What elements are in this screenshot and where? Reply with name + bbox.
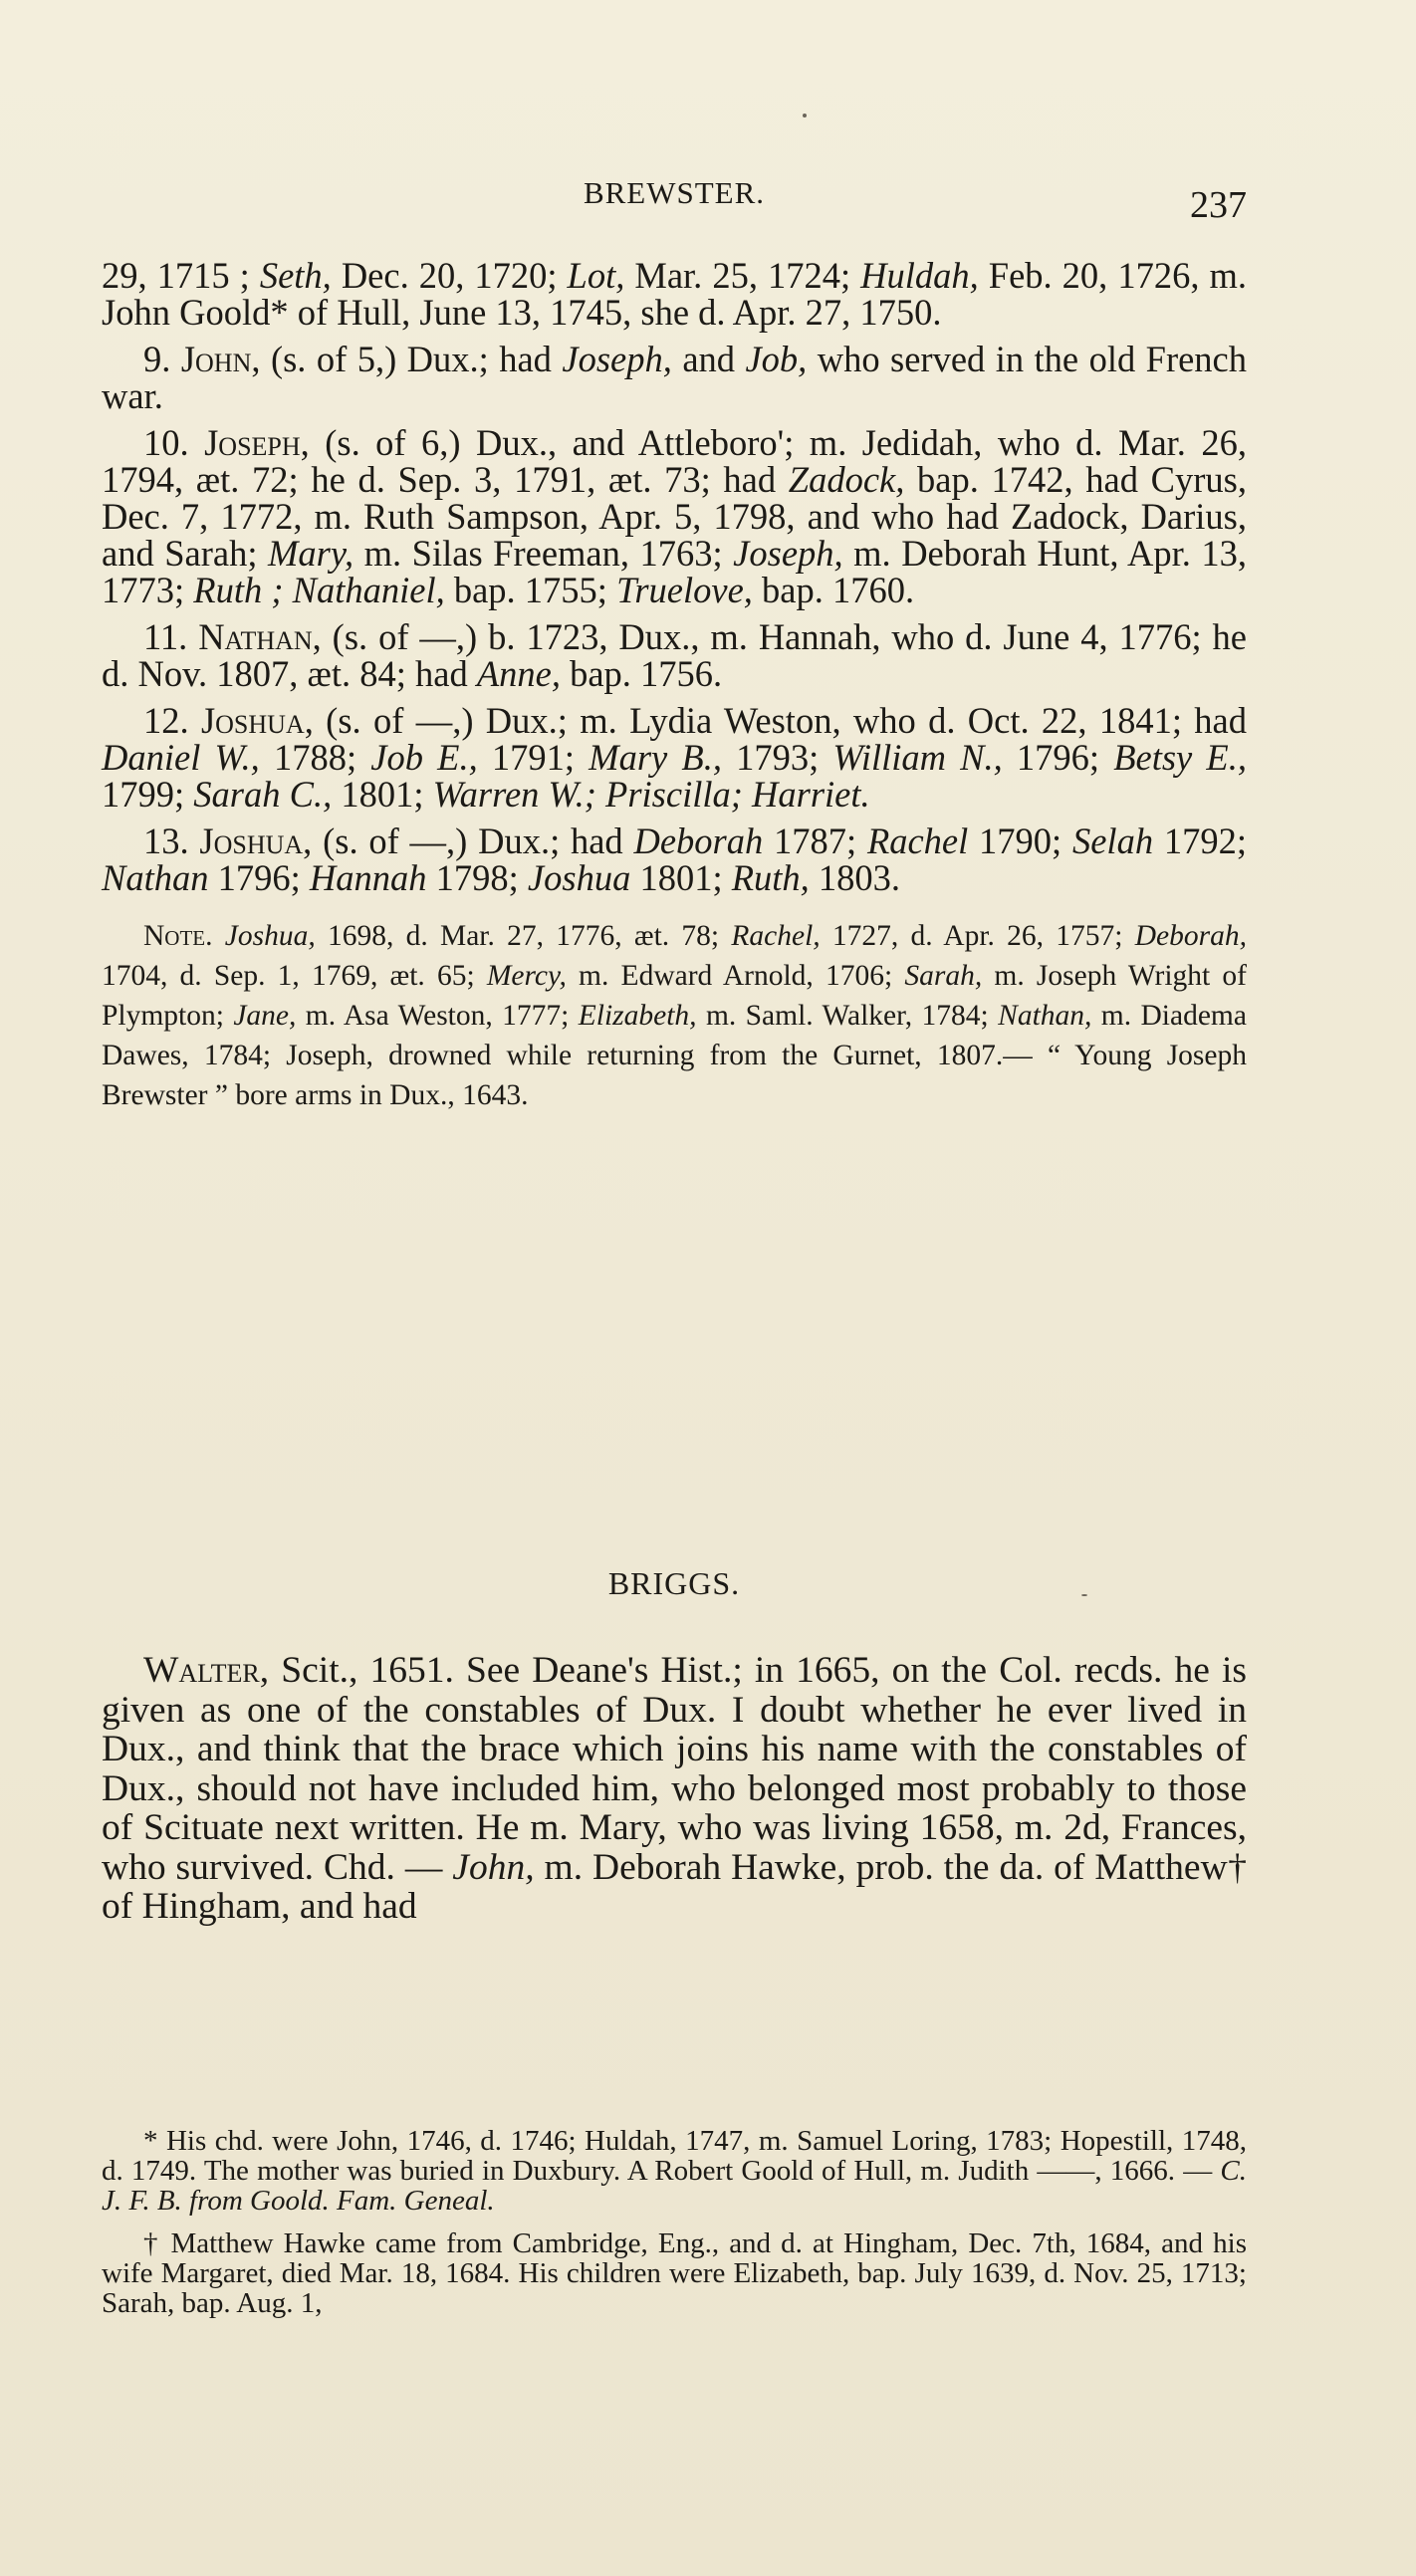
text-run: 1798; bbox=[426, 857, 528, 898]
text-run bbox=[213, 920, 225, 952]
text-run: * His chd. were John, 1746, d. 1746; Huldah, 1747, m. Samuel Loring, 1783; Hopestill, 1748, d. 1749. The mother was buried in Duxbury. A Robert Goold of Hull, m. Judith ——, 1666. — bbox=[102, 2125, 1247, 2187]
text-run: 1801; bbox=[630, 857, 732, 898]
text-run: bap. 1742, had Cyrus, Dec. 7, 1772, m. Ruth Sampson, Apr. 5, 1798, and who had Zadock, Darius, and Sarah; bbox=[102, 459, 1247, 574]
small-caps-name: Nathan, bbox=[198, 616, 322, 657]
text-run: m. Asa Weston, 1777; bbox=[296, 1000, 579, 1032]
text-run: m. Joseph Wright of Plympton; bbox=[102, 960, 1247, 1032]
text-run: bap. 1756. bbox=[560, 653, 723, 694]
section-text bbox=[102, 1651, 1247, 1927]
text-run: (s. of —,) Dux.; m. Lydia Weston, who d. Oct. 22, 1841; had bbox=[313, 700, 1248, 741]
section-title: BRIGGS. bbox=[607, 1565, 741, 1601]
text-run: 13. bbox=[143, 820, 200, 861]
italic-name: Daniel W., bbox=[102, 737, 260, 778]
footnote-star bbox=[102, 2126, 1247, 2216]
italic-name: Joshua, bbox=[224, 920, 316, 952]
italic-name: Nathan, bbox=[998, 1000, 1092, 1032]
italic-name: Sarah C., bbox=[193, 774, 333, 815]
italic-name: Sarah, bbox=[904, 960, 983, 992]
italic-name: Job, bbox=[745, 339, 808, 379]
footnote-dagger bbox=[102, 2228, 1247, 2318]
italic-name: Rachel bbox=[866, 820, 969, 861]
italic-name: Lot, bbox=[567, 255, 625, 296]
text-run: 1791; bbox=[477, 737, 590, 778]
text-run: 1803. bbox=[809, 857, 901, 898]
small-caps-name: Joshua, bbox=[200, 700, 314, 741]
text-run: 1793; bbox=[721, 737, 833, 778]
entry-13-joshua bbox=[102, 822, 1247, 896]
small-caps-name: Joshua, bbox=[199, 820, 313, 861]
page-header bbox=[102, 171, 1247, 226]
italic-name: Mary B., bbox=[589, 737, 722, 778]
italic-name: Selah bbox=[1071, 820, 1154, 861]
italic-name: Ruth ; Nathaniel, bbox=[193, 570, 445, 610]
italic-name: Betsy E., bbox=[1113, 737, 1247, 778]
italic-name: Rachel, bbox=[731, 920, 821, 952]
italic-name: Mary, bbox=[267, 533, 354, 574]
text-run: m. Deborah Hunt, Apr. 13, 1773; bbox=[102, 533, 1248, 610]
text-run: Mar. 25, 1724; bbox=[624, 255, 861, 296]
ink-speck bbox=[803, 114, 807, 117]
small-caps-name: Walter, bbox=[143, 1650, 270, 1691]
entry-11-nathan bbox=[102, 618, 1247, 692]
page-number: 237 bbox=[1190, 184, 1247, 226]
text-run: 1801; bbox=[332, 774, 433, 815]
text-run: Dec. 20, 1720; bbox=[331, 255, 568, 296]
text-run: 12. bbox=[143, 700, 201, 741]
text-run: Feb. 20, 1726, m. John Goold* of Hull, June 13, 1745, she d. Apr. 27, 1750. bbox=[102, 255, 1247, 333]
footnotes bbox=[102, 2126, 1247, 2331]
italic-name: Mercy, bbox=[486, 960, 567, 992]
entry-10-joseph bbox=[102, 424, 1247, 608]
text-run: m. Silas Freeman, 1763; bbox=[354, 533, 734, 574]
italic-name: Deborah, bbox=[1134, 920, 1248, 952]
small-caps-name: Joseph, bbox=[204, 422, 310, 463]
italic-name: C. J. F. B. from Goold. Fam. Geneal. bbox=[102, 2155, 1247, 2217]
text-run: bap. 1760. bbox=[752, 570, 915, 610]
small-caps-name: Note. bbox=[143, 920, 213, 952]
text-run: and bbox=[671, 339, 746, 379]
text-run: 9. bbox=[143, 339, 181, 379]
small-caps-name: John, bbox=[180, 339, 261, 379]
italic-name: Seth, bbox=[259, 255, 332, 296]
italic-name: Joseph, bbox=[733, 533, 843, 574]
entry-9-john bbox=[102, 341, 1247, 414]
text-run: 1799; bbox=[102, 774, 194, 815]
italic-name: William N., bbox=[832, 737, 1003, 778]
text-run: † Matthew Hawke came from Cambridge, Eng., and d. at Hingham, Dec. 7th, 1684, and his wife Margaret, died Mar. 18, 1684. His children were Elizabeth, bap. July 1639, d. Nov. 25, 1713; Sarah, bap. Aug. 1, bbox=[102, 2227, 1247, 2319]
text-run: m. Deborah Hawke, prob. the da. of Matthew† of Hingham, and had bbox=[102, 1846, 1247, 1927]
italic-name: Joshua bbox=[527, 857, 631, 898]
text-run: (s. of 5,) Dux.; had bbox=[260, 339, 563, 379]
text-run: who served in the old French war. bbox=[102, 339, 1248, 416]
italic-name: Huldah, bbox=[860, 255, 979, 296]
entry-walter bbox=[102, 1651, 1247, 1927]
running-head: BREWSTER. bbox=[583, 175, 766, 210]
entry-12-joshua bbox=[102, 702, 1247, 813]
text-run: (s. of —,) Dux.; had bbox=[312, 820, 634, 861]
entry-continuation bbox=[102, 257, 1247, 331]
text-run: m. Edward Arnold, 1706; bbox=[566, 960, 905, 992]
text-run: 1796; bbox=[1002, 737, 1114, 778]
text-run: m. Saml. Walker, 1784; bbox=[696, 1000, 999, 1032]
italic-name: Truelove, bbox=[616, 570, 753, 610]
text-run: 11. bbox=[143, 616, 199, 657]
italic-name: Nathan bbox=[102, 857, 209, 898]
text-run: 1788; bbox=[259, 737, 371, 778]
text-run: 1727, d. Apr. 26, 1757; bbox=[820, 920, 1135, 952]
italic-name: John, bbox=[452, 1846, 535, 1888]
text-run: m. Diadema Dawes, 1784; Joseph, drowned while returning from the Gurnet, 1807.— “ Young Joseph Brewster ” bore arms in Dux., 1643. bbox=[102, 1000, 1247, 1111]
text-run: 1787; bbox=[763, 820, 867, 861]
text-run: (s. of —,) b. 1723, Dux., m. Hannah, who d. June 4, 1776; he d. Nov. 1807, æt. 84; had bbox=[102, 616, 1247, 694]
text-run: 1796; bbox=[208, 857, 310, 898]
text-run: 29, 1715 ; bbox=[102, 255, 260, 296]
main-text bbox=[102, 257, 1247, 1125]
text-run: 1790; bbox=[968, 820, 1072, 861]
italic-name: Joseph, bbox=[562, 339, 672, 379]
italic-name: Jane, bbox=[233, 1000, 297, 1032]
italic-name: Warren W.; Priscilla; Harriet. bbox=[432, 774, 870, 815]
note-paragraph bbox=[102, 916, 1247, 1115]
italic-name: Deborah bbox=[633, 820, 764, 861]
text-run: bap. 1755; bbox=[444, 570, 617, 610]
text-run: 1704, d. Sep. 1, 1769, æt. 65; bbox=[102, 960, 487, 992]
italic-name: Ruth, bbox=[731, 857, 810, 898]
italic-name: Anne, bbox=[476, 653, 561, 694]
italic-name: Hannah bbox=[309, 857, 427, 898]
text-run: (s. of 6,) Dux., and Attleboro'; m. Jedidah, who d. Mar. 26, 1794, æt. 72; he d. Sep. 3, 1791, æt. 73; had bbox=[102, 422, 1247, 500]
italic-name: Elizabeth, bbox=[578, 1000, 697, 1032]
text-run: Scit., 1651. See Deane's Hist.; in 1665, on the Col. recds. he is given as one of the constables of Dux. I doubt whether he ever lived in Dux., and think that the brace which joins his name with the constables of Dux., should not have included him, who belonged most probably to those of Scituate next written. He m. Mary, who was living 1658, m. 2d, Frances, who survived. Chd. — bbox=[102, 1650, 1247, 1888]
text-run: 1792; bbox=[1153, 820, 1247, 861]
text-run: 1698, d. Mar. 27, 1776, æt. 78; bbox=[315, 920, 732, 952]
italic-name: Job E., bbox=[370, 737, 478, 778]
italic-name: Zadock, bbox=[788, 459, 905, 500]
text-run: 10. bbox=[143, 422, 205, 463]
